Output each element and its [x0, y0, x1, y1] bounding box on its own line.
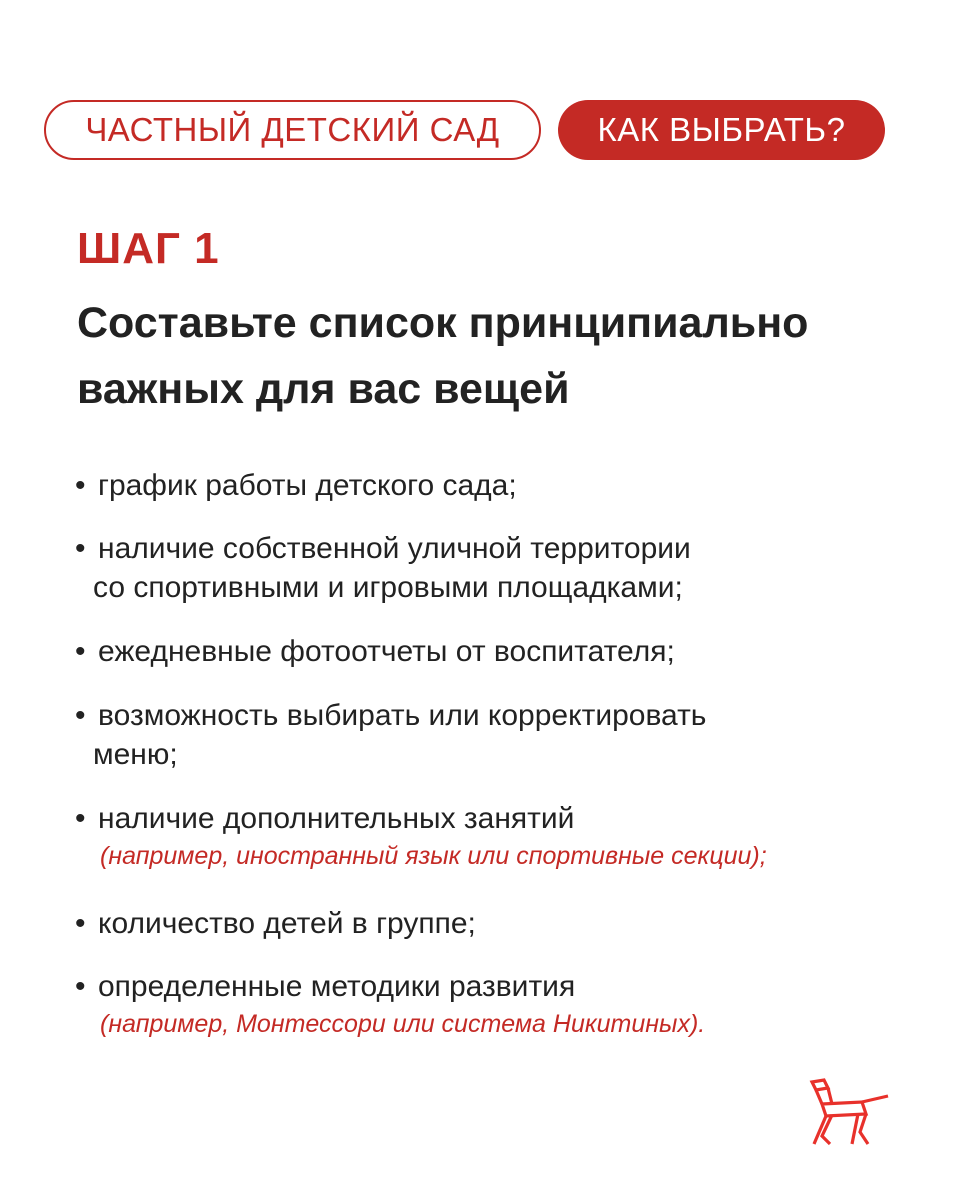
list-item-text: возможность выбирать или корректировать: [98, 699, 707, 732]
list-item: [75, 466, 517, 505]
bullet: •: [75, 970, 86, 1003]
tag-private-kindergarten: [44, 100, 541, 160]
list-item-text: график работы детского сада;: [98, 469, 517, 502]
page-title-line-2: важных для вас вещей: [77, 365, 570, 413]
page-title: [77, 290, 937, 422]
list-item-text: определенные методики развития: [98, 970, 576, 1003]
bullet: •: [75, 469, 86, 502]
list-item-note: (например, иностранный язык или спортивные секции);: [100, 842, 767, 870]
list-item: [75, 632, 675, 671]
list-item: [75, 696, 706, 774]
list-item-continuation: со спортивными и игровыми площадками;: [93, 571, 683, 604]
list-item: [75, 529, 691, 607]
list-item-text: количество детей в группе;: [98, 907, 476, 940]
horse-logo-icon: [802, 1074, 894, 1148]
bullet: •: [75, 635, 86, 668]
bullet: •: [75, 802, 86, 835]
list-item: [75, 967, 705, 1042]
list-item-continuation: меню;: [93, 738, 178, 771]
tag-how-to-choose-label: КАК ВЫБРАТЬ?: [597, 111, 846, 148]
bullet: •: [75, 699, 86, 732]
tag-private-kindergarten-label: ЧАСТНЫЙ ДЕТСКИЙ САД: [85, 111, 500, 148]
bullet: •: [75, 532, 86, 565]
list-item-note: (например, Монтессори или система Никитиных).: [100, 1010, 706, 1038]
list-item-text: наличие дополнительных занятий: [98, 802, 575, 835]
page-title-line-1: Составьте список принципиально: [77, 299, 809, 347]
step-label: ШАГ 1: [77, 224, 220, 273]
list-item: [75, 904, 476, 943]
tag-how-to-choose: [558, 100, 885, 160]
list-item: [75, 799, 767, 874]
bullet: •: [75, 907, 86, 940]
list-item-text: ежедневные фотоотчеты от воспитателя;: [98, 635, 675, 668]
list-item-text: наличие собственной уличной территории: [98, 532, 691, 565]
